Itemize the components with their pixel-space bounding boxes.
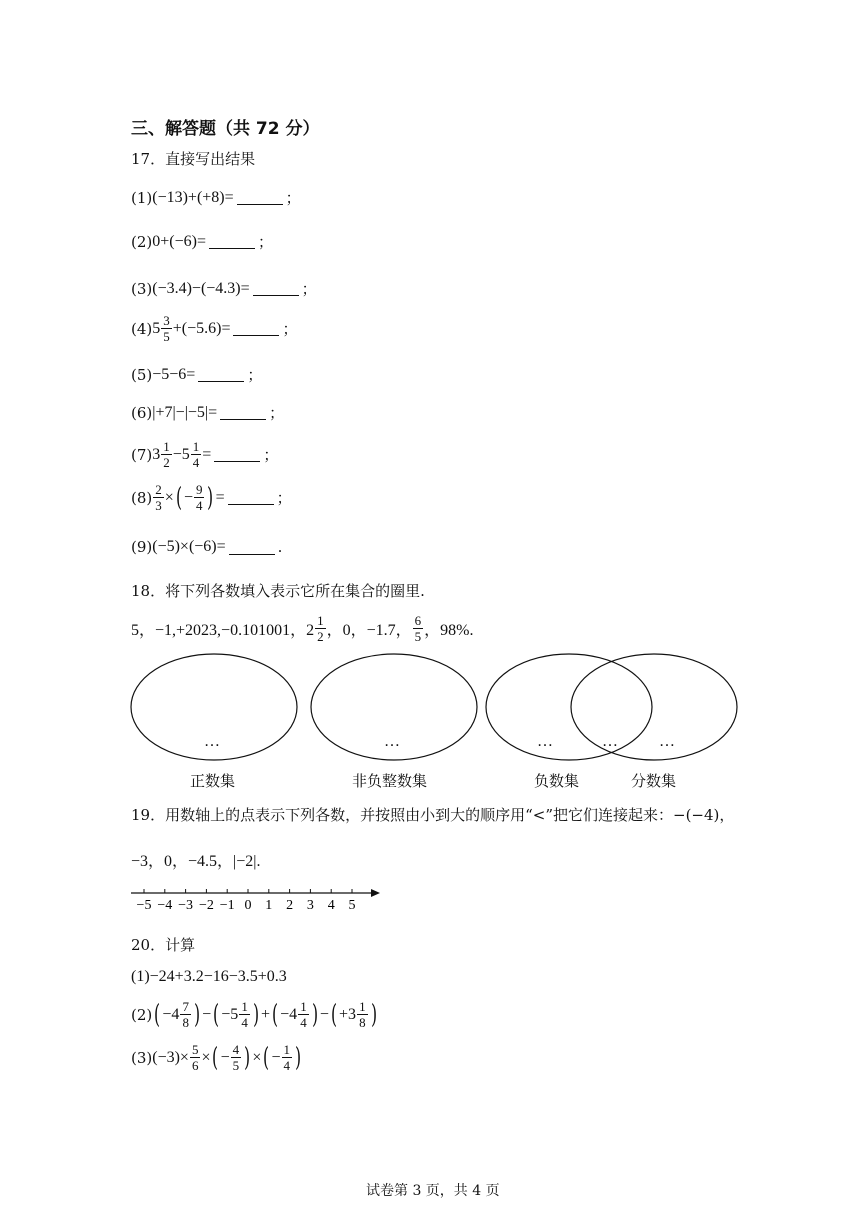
item-label: (1)	[131, 188, 153, 207]
item-label: (5)	[131, 365, 153, 384]
ellipsis: …	[602, 733, 618, 750]
item-label: (8)	[131, 488, 153, 507]
ellipsis: …	[659, 733, 675, 750]
q17-item-5: (5) −5−6= ；	[131, 365, 263, 384]
page-footer: 试卷第 3 页，共 4 页	[366, 1183, 500, 1199]
fraction-set-circle	[571, 654, 737, 760]
q17-item-6: (6) |+7|−|−5|= ；	[131, 403, 285, 422]
answer-blank[interactable]	[253, 281, 299, 296]
answer-blank[interactable]	[228, 490, 274, 505]
fraction: $\frac{1}{2}$	[317, 613, 324, 644]
item-label: (7)	[131, 445, 153, 464]
set-label-negative: 负数集	[534, 772, 580, 790]
item-label: (4)	[131, 319, 153, 338]
number-line	[128, 884, 388, 916]
answer-blank[interactable]	[220, 405, 266, 420]
tick-label: −2	[198, 898, 214, 913]
q19-line2: −3，0，−4.5，|−2|.	[131, 853, 261, 870]
expression: (−5)×(−6)=	[152, 538, 226, 555]
arrow-right-icon	[371, 889, 380, 897]
set-circles-diagram	[125, 650, 745, 770]
item-label: (2)	[131, 1005, 153, 1024]
ellipsis: …	[204, 733, 220, 750]
item-label: (3)	[131, 1048, 153, 1067]
tick-label: −1	[219, 898, 235, 913]
tick-label: −5	[136, 898, 152, 913]
set-label-nonneg-integer: 非负整数集	[352, 772, 428, 790]
fraction: $\frac{1}{2}$	[163, 439, 170, 470]
tick-label: 3	[306, 898, 314, 913]
q17-item-9: (9) (−5)×(−6)= .	[131, 538, 283, 556]
q17-item-1: (1) (−13)+(+8)= ；	[131, 188, 301, 207]
fraction: $\frac{2}{3}$	[155, 482, 162, 513]
tick-label: 5	[348, 898, 356, 913]
q17-title: 17．直接写出结果	[131, 150, 256, 168]
answer-blank[interactable]	[209, 234, 255, 249]
q20-problem-3: (3) (−3)× $\frac{5}{6}$ × ( − $\frac{4}{5}$ ) × ( − $\frac{1}{4}$ )	[131, 1042, 302, 1073]
q18-title: 18．将下列各数填入表示它所在集合的圈里.	[131, 582, 425, 600]
set-label-positive: 正数集	[190, 772, 236, 790]
q17-item-8: (8) $\frac{2}{3}$ × ( − $\frac{9}{4}$ ) = ；	[131, 482, 292, 513]
ellipsis: …	[384, 733, 400, 750]
expression: (−13)+(+8)=	[152, 188, 234, 206]
answer-blank[interactable]	[214, 447, 260, 462]
answer-blank[interactable]	[233, 321, 279, 336]
fraction: $\frac{6}{5}$	[414, 613, 422, 644]
answer-blank[interactable]	[198, 367, 244, 382]
q18-numbers: 5，−1,+2023,−0.101001，2 $\frac{1}{2}$ ，0，−1.7， $\frac{6}{5}$ ，98%.	[131, 613, 474, 644]
fraction: $\frac{1}{4}$	[192, 439, 200, 470]
expression: −5−6=	[152, 365, 196, 383]
tick-label: −4	[157, 898, 173, 913]
q19-line1: 19．用数轴上的点表示下列各数，并按照由小到大的顺序用“<”把它们连接起来：−(−4)，	[131, 806, 735, 824]
tick-label: 2	[286, 898, 294, 913]
negative-set-circle	[486, 654, 652, 760]
tick-label: −3	[178, 898, 194, 913]
q20-problem-1: (1)−24+3.2−16−3.5+0.3	[131, 968, 287, 985]
ellipsis: …	[537, 733, 553, 750]
q17-item-3: (3) (−3.4)−(−4.3)= ；	[131, 279, 317, 298]
expression: 0+(−6)=	[152, 232, 206, 250]
q20-title: 20．计算	[131, 936, 196, 954]
tick-label: 4	[327, 898, 335, 913]
answer-blank[interactable]	[237, 190, 283, 205]
fraction: $\frac{9}{4}$	[195, 482, 203, 513]
section-title: 三、解答题（共 72 分）	[131, 119, 320, 139]
item-label: (9)	[131, 538, 153, 556]
item-label: (6)	[131, 403, 153, 422]
tick-label: 1	[265, 898, 273, 913]
expression: (−3.4)−(−4.3)=	[152, 279, 250, 297]
q20-problem-2: (2) ( −4 $\frac{7}{8}$ ) − ( −5 $\frac{1}{4}$ ) + ( −4 $\frac{1}{4}$ ) − ( +3 $\frac{1}{8}$ )	[131, 999, 377, 1030]
item-label: (2)	[131, 232, 153, 251]
set-label-fraction: 分数集	[631, 772, 677, 790]
item-label: (3)	[131, 279, 153, 298]
expression: |+7|−|−5|=	[152, 403, 218, 421]
q17-item-4: (4) 5 $\frac{3}{5}$ +(−5.6)= ；	[131, 313, 298, 344]
answer-blank[interactable]	[229, 540, 275, 555]
tick-label: 0	[244, 898, 252, 913]
q17-item-7: (7) 3 $\frac{1}{2}$ −5 $\frac{1}{4}$ = ；	[131, 439, 279, 470]
q17-item-2: (2) 0+(−6)= ；	[131, 232, 273, 251]
fraction: $\frac{3}{5}$	[163, 313, 170, 344]
